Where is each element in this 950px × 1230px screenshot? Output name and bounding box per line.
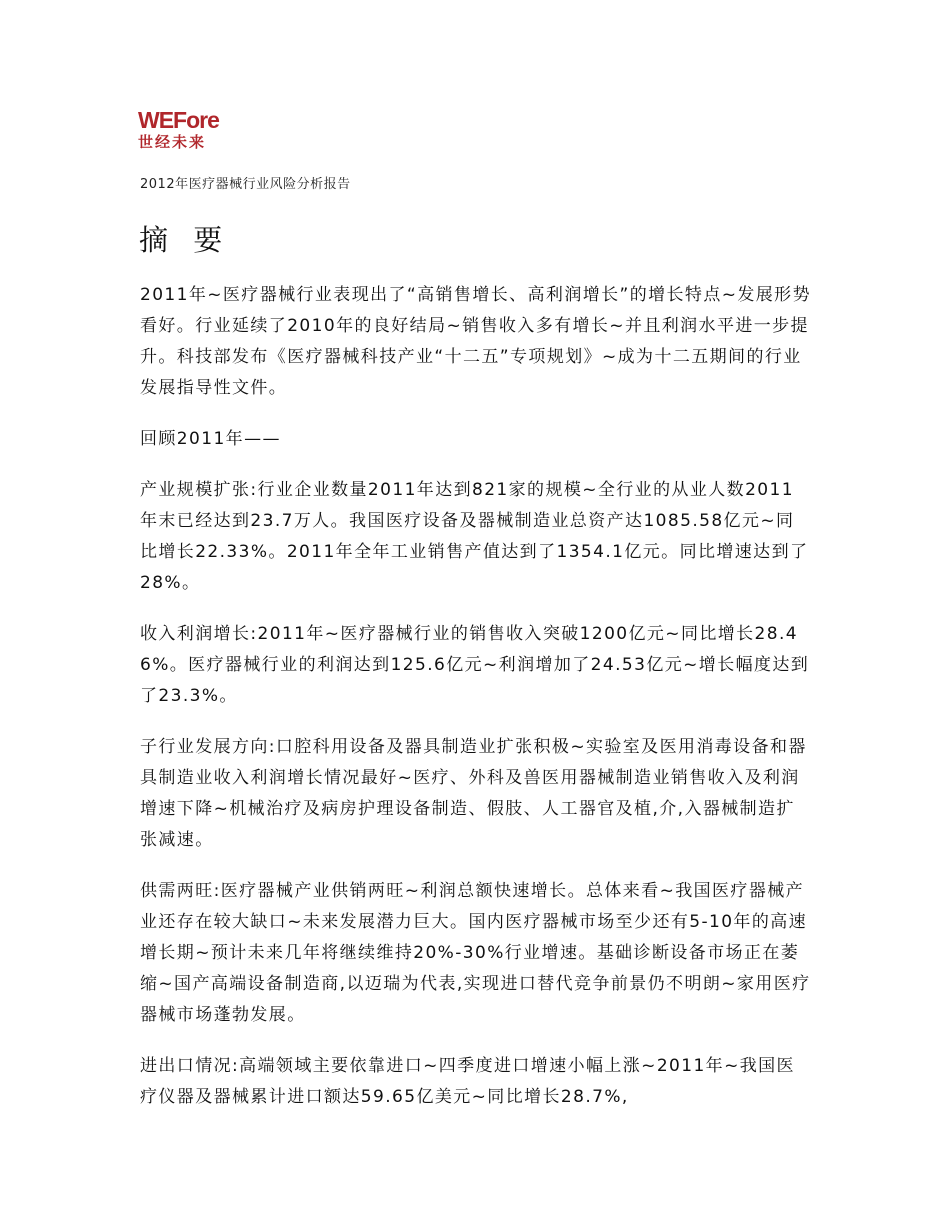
paragraph-import-export: 进出口情况:高端领域主要依靠进口~四季度进口增速小幅上涨~2011年~我国医疗仪器及器械累计进口额达59.65亿美元~同比增长28.7%, bbox=[140, 1056, 795, 1107]
paragraph-review-heading: 回顾2011年—— bbox=[140, 429, 281, 449]
paragraph-revenue-profit: 收入利润增长:2011年~医疗器械行业的销售收入突破1200亿元~同比增长28.46%。医疗器械行业的利润达到125.6亿元~利润增加了24.53亿元~增长幅度达到了23.3%。 bbox=[140, 624, 810, 706]
body-text bbox=[140, 280, 812, 1133]
logo-latin-text: WEFore bbox=[138, 107, 219, 133]
section-title: 摘 要 bbox=[139, 223, 231, 257]
paragraph-sub-industry: 子行业发展方向:口腔科用设备及器具制造业扩张积极~实验室及医用消毒设备和器具制造业收入利润增长情况最好~医疗、外科及兽医用器械制造业销售收入及利润增速下降~机械治疗及病房护理设备制造、假肢、人工器官及植,介,入器械制造扩张减速。 bbox=[140, 737, 807, 850]
report-header: 2012年医疗器械行业风险分析报告 bbox=[140, 177, 351, 192]
paragraph-supply-demand: 供需两旺:医疗器械产业供销两旺~利润总额快速增长。总体来看~我国医疗器械产业还存在较大缺口~未来发展潜力巨大。国内医疗器械市场至少还有5-10年的高速增长期~预计未来几年将继续维持20%-30%行业增速。基础诊断设备市场正在萎缩~国产高端设备制造商,以迈瑞为代表,实现进口替代竞争前景仍不明朗~家用医疗器械市场蓬勃发展。 bbox=[140, 881, 811, 1025]
paragraph-summary: 2011年~医疗器械行业表现出了“高销售增长、高利润增长”的增长特点~发展形势看好。行业延续了2010年的良好结局~销售收入多有增长~并且利润水平进一步提升。科技部发布《医疗器械科技产业“十二五”专项规划》~成为十二五期间的行业发展指导性文件。 bbox=[140, 285, 811, 398]
logo-chinese-text: 世经未来 bbox=[138, 133, 207, 151]
company-logo bbox=[138, 108, 238, 154]
paragraph-industry-scale: 产业规模扩张:行业企业数量2011年达到821家的规模~全行业的从业人数2011年末已经达到23.7万人。我国医疗设备及器械制造业总资产达1085.58亿元~同比增长22.33%。2011年全年工业销售产值达到了1354.1亿元。同比增速达到了28%。 bbox=[140, 480, 809, 593]
